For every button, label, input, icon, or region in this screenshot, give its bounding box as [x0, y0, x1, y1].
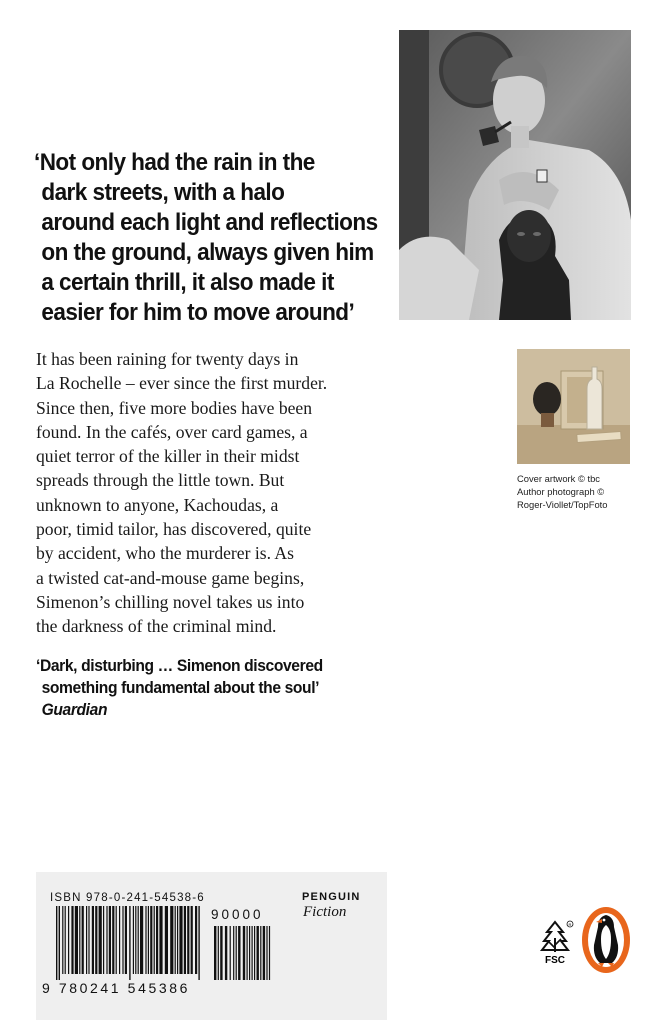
barcode-bar	[62, 906, 63, 974]
barcode-bar	[191, 906, 193, 974]
blurb-line: spreads through the little town. But	[36, 470, 285, 491]
barcode-bar	[59, 906, 60, 980]
fsc-text: FSC	[545, 955, 565, 966]
fsc-tree-icon	[535, 918, 575, 966]
barcode-bar	[266, 926, 267, 980]
barcode-bar	[75, 906, 78, 974]
blurb-line: La Rochelle – ever since the first murder.	[36, 373, 328, 394]
barcode-bar	[145, 906, 146, 974]
blurb-line: found. In the cafés, over card games, a	[36, 421, 308, 442]
barcode-bar	[125, 906, 127, 974]
barcode-bar	[263, 926, 265, 980]
barcode-bar	[269, 926, 270, 980]
barcode-bar	[86, 906, 87, 974]
barcode-bar	[99, 906, 102, 974]
barcode-bar	[138, 906, 139, 974]
barcode-bar	[177, 906, 178, 974]
pull-quote-line: a certain thrill, it also made it	[41, 269, 334, 296]
barcode-bar	[79, 906, 80, 974]
pull-quote-line: around each light and reflections	[41, 209, 378, 236]
author-photo-illustration	[399, 30, 631, 320]
barcode-bar	[249, 926, 250, 980]
pull-quote-line: easier for him to move around’	[41, 299, 355, 326]
barcode-bar	[225, 926, 227, 980]
blurb-line: Simenon’s chilling novel takes us into	[36, 591, 305, 612]
author-photograph	[399, 30, 631, 320]
blurb-line: the darkness of the criminal mind.	[36, 616, 277, 637]
blurb-line: It has been raining for twenty days in	[36, 349, 299, 369]
barcode-bar	[116, 906, 117, 974]
pull-quote-line: on the ground, always given him	[41, 239, 374, 266]
credit-line: Roger-Viollet/TopFoto	[517, 499, 608, 510]
barcode-bar	[82, 906, 84, 974]
review-line: ‘Dark, disturbing … Simenon discovered	[36, 656, 323, 675]
barcode-bar	[236, 926, 237, 980]
penguin-logo	[580, 905, 632, 975]
review-quote	[36, 655, 371, 721]
barcode-bar	[119, 906, 120, 974]
barcode-bar	[230, 926, 231, 980]
barcode-bar	[129, 906, 130, 980]
barcode-bar	[252, 926, 253, 980]
blurb-line: unknown to anyone, Kachoudas, a	[36, 494, 279, 515]
barcode-addon-digits: 90000	[211, 907, 264, 922]
cover-artwork-thumbnail	[517, 349, 630, 464]
barcode-bar	[88, 906, 89, 974]
credit-line: Cover artwork © tbc	[517, 473, 600, 484]
barcode-bar	[243, 926, 245, 980]
barcode-bar	[159, 906, 162, 974]
barcode-bar	[154, 906, 155, 974]
barcode-bar	[112, 906, 114, 974]
barcode-bar	[92, 906, 94, 974]
pull-quote	[34, 148, 378, 328]
barcode-bar	[198, 906, 199, 980]
barcode-bar	[187, 906, 189, 974]
blurb-line: Since then, five more bodies have been	[36, 397, 313, 418]
barcode-bar	[175, 906, 176, 974]
barcode-bar	[260, 926, 261, 980]
barcode-bar	[247, 926, 248, 980]
blurb-line: by accident, who the murderer is. As	[36, 543, 294, 564]
barcode-bar	[65, 906, 66, 974]
barcode-bar	[135, 906, 136, 974]
barcode-bar	[109, 906, 111, 974]
barcode-bar	[254, 926, 255, 980]
barcode-bar	[170, 906, 173, 974]
barcode-bar	[238, 926, 240, 980]
svg-text:R: R	[568, 921, 572, 927]
barcode-bar	[233, 926, 234, 980]
isbn-label: ISBN 978-0-241-54538-6	[50, 892, 205, 904]
barcode-bar	[71, 906, 73, 974]
barcode-digits: 9 780241 545386	[42, 980, 190, 996]
barcode-bar	[148, 906, 149, 974]
penguin-icon	[580, 905, 632, 975]
barcode-bar	[133, 906, 134, 974]
blurb-line: a twisted cat-and-mouse game begins,	[36, 567, 305, 588]
barcode-bar	[195, 906, 197, 974]
barcode-bar	[95, 906, 97, 974]
review-source: Guardian	[41, 700, 108, 719]
barcode-bar	[220, 926, 222, 980]
barcode-bar	[122, 906, 123, 974]
pull-quote-line: dark streets, with a halo	[41, 179, 285, 206]
cover-artwork-illustration	[517, 349, 630, 464]
barcode-bar	[165, 906, 168, 974]
barcode-bar	[214, 926, 216, 980]
barcode-bar	[179, 906, 182, 974]
series-name: Fiction	[303, 904, 347, 920]
barcode-bar	[103, 906, 104, 974]
blurb-text	[36, 347, 406, 639]
barcode-bar	[140, 906, 143, 974]
barcode-bar	[106, 906, 107, 974]
barcode-bar	[257, 926, 259, 980]
barcode-panel	[36, 872, 387, 1020]
blurb-line: poor, timid tailor, has discovered, quite	[36, 519, 312, 540]
barcode-bar	[68, 906, 69, 974]
barcode-bar	[156, 906, 158, 974]
credit-line: Author photograph ©	[517, 486, 605, 497]
publisher-name: PENGUIN	[302, 891, 361, 903]
pull-quote-line: ‘Not only had the rain in the	[34, 149, 315, 176]
barcode-bar	[184, 906, 186, 974]
review-line: something fundamental about the soul’	[41, 678, 320, 697]
barcode-bar	[150, 906, 152, 974]
barcode-bar	[56, 906, 57, 980]
image-credits	[517, 472, 657, 511]
fsc-logo	[535, 918, 575, 966]
blurb-line: quiet terror of the killer in their midst	[36, 446, 300, 467]
barcode-bar	[218, 926, 219, 980]
